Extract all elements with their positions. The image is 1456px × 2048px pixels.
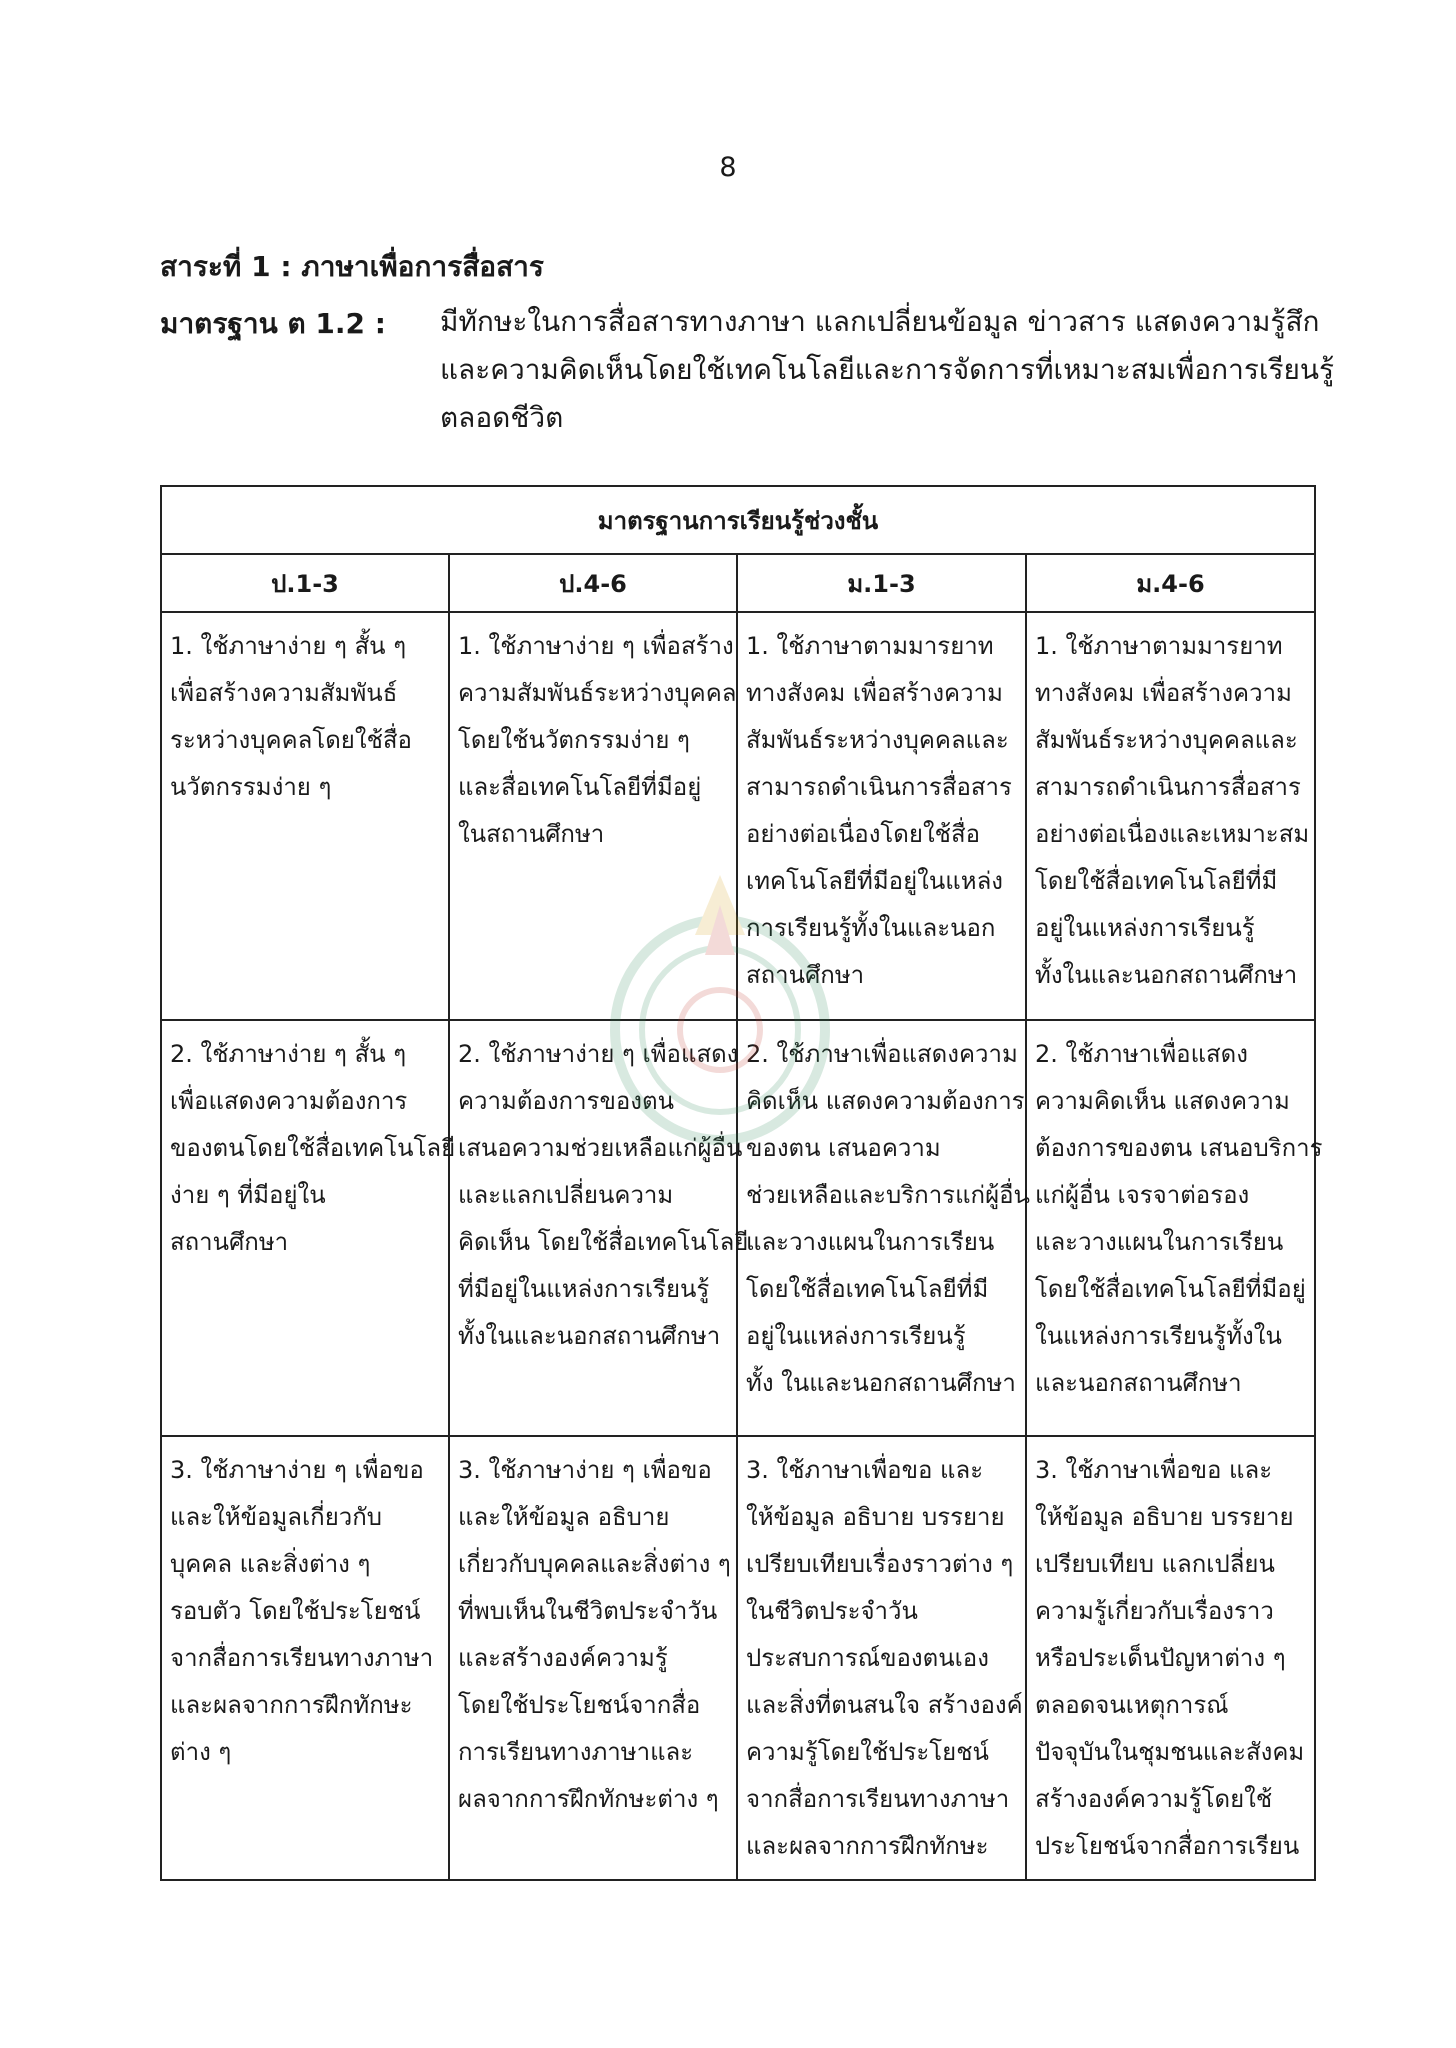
cell-line: สัมพันธ์ระหว่างบุคคลและ: [746, 726, 1009, 754]
strand-heading: สาระที่ 1 : ภาษาเพื่อการสื่อสาร: [160, 250, 544, 283]
table-cell: [737, 1020, 1030, 1436]
cell-line: 2. ใช้ภาษาเพื่อแสดงความ: [746, 1040, 1018, 1068]
cell-line: สถานศึกษา: [170, 1228, 289, 1256]
standard-line: ตลอดชีวิต: [440, 401, 564, 434]
cell-line: ทางสังคม เพื่อสร้างความ: [1035, 679, 1292, 707]
table-row: [161, 1020, 1315, 1436]
cell-line: เพื่อสร้างความสัมพันธ์: [170, 679, 398, 707]
column-header-p1-3: ป.1-3: [161, 554, 449, 612]
cell-line: โดยใช้นวัตกรรมง่าย ๆ: [458, 726, 690, 754]
cell-line: ในสถานศึกษา: [458, 820, 605, 848]
cell-line: 2. ใช้ภาษาเพื่อแสดง: [1035, 1040, 1248, 1068]
cell-line: โดยใช้สื่อเทคโนโลยีที่มี: [746, 1275, 989, 1303]
cell-line: ตลอดจนเหตุการณ์: [1035, 1691, 1229, 1719]
cell-line: จากสื่อการเรียนทางภาษา: [746, 1785, 1010, 1813]
cell-line: และสื่อเทคโนโลยีที่มีอยู่: [458, 773, 702, 801]
cell-line: สามารถดำเนินการสื่อสาร: [746, 773, 1012, 801]
cell-line: ต้องการของตน เสนอบริการ: [1035, 1134, 1323, 1162]
cell-line: การเรียนทางภาษาและ: [458, 1738, 694, 1766]
cell-line: ความสัมพันธ์ระหว่างบุคคล: [458, 679, 737, 707]
column-header-m1-3: ม.1-3: [737, 554, 1026, 612]
cell-line: 1. ใช้ภาษาง่าย ๆ เพื่อสร้าง: [458, 632, 734, 660]
cell-line: ความรู้โดยใช้ประโยชน์: [746, 1738, 989, 1766]
cell-line: ให้ข้อมูล อธิบาย บรรยาย: [1035, 1503, 1294, 1531]
cell-line: หรือประเด็นปัญหาต่าง ๆ: [1035, 1644, 1286, 1672]
cell-line: เพื่อแสดงความต้องการ: [170, 1087, 408, 1115]
cell-line: โดยใช้สื่อเทคโนโลยีที่มี: [1035, 867, 1278, 895]
cell-line: เปรียบเทียบ แลกเปลี่ยน: [1035, 1550, 1275, 1578]
cell-line: และผลจากการฝึกทักษะ: [170, 1691, 413, 1719]
table-cell: [449, 612, 737, 1020]
cell-line: ระหว่างบุคคลโดยใช้สื่อ: [170, 726, 412, 754]
cell-line: สามารถดำเนินการสื่อสาร: [1035, 773, 1301, 801]
table-cell: [737, 1436, 1026, 1880]
standard-line: มีทักษะในการสื่อสารทางภาษา แลกเปลี่ยนข้อมูล ข่าวสาร แสดงความรู้สึก: [440, 305, 1320, 338]
table-cell: [1026, 612, 1315, 1020]
cell-line: ในชีวิตประจำวัน: [746, 1597, 918, 1625]
cell-line: โดยใช้สื่อเทคโนโลยีที่มีอยู่: [1035, 1275, 1306, 1303]
cell-line: ต่าง ๆ: [170, 1738, 232, 1766]
cell-line: และให้ข้อมูล อธิบาย: [458, 1503, 670, 1531]
cell-line: ประสบการณ์ของตนเอง: [746, 1644, 989, 1672]
cell-line: ปัจจุบันในชุมชนและสังคม: [1035, 1738, 1305, 1766]
table-title: มาตรฐานการเรียนรู้ช่วงชั้น: [161, 486, 1315, 554]
cell-line: สร้างองค์ความรู้โดยใช้: [1035, 1785, 1273, 1813]
cell-line: และวางแผนในการเรียน: [1035, 1228, 1284, 1256]
standard-line: และความคิดเห็นโดยใช้เทคโนโลยีและการจัดการที่เหมาะสมเพื่อการเรียนรู้: [440, 353, 1335, 386]
table-row: [161, 1436, 1315, 1880]
cell-line: ทั้งในและนอกสถานศึกษา: [1035, 961, 1298, 989]
cell-line: และสร้างองค์ความรู้: [458, 1644, 668, 1672]
cell-line: และวางแผนในการเรียน: [746, 1228, 995, 1256]
cell-line: 3. ใช้ภาษาง่าย ๆ เพื่อขอ: [170, 1456, 424, 1484]
cell-line: 3. ใช้ภาษาเพื่อขอ และ: [746, 1456, 984, 1484]
cell-line: และผลจากการฝึกทักษะ: [746, 1832, 989, 1860]
cell-line: ของตนโดยใช้สื่อเทคโนโลยี: [170, 1134, 456, 1162]
cell-line: และสิ่งที่ตนสนใจ สร้างองค์: [746, 1691, 1023, 1719]
cell-line: คิดเห็น แสดงความต้องการ: [746, 1087, 1025, 1115]
cell-line: ง่าย ๆ ที่มีอยู่ใน: [170, 1181, 326, 1209]
cell-line: เปรียบเทียบเรื่องราวต่าง ๆ: [746, 1550, 1014, 1578]
table-cell: [1026, 1436, 1315, 1880]
cell-line: ช่วยเหลือและบริการแก่ผู้อื่น: [746, 1181, 1030, 1209]
cell-line: สัมพันธ์ระหว่างบุคคลและ: [1035, 726, 1298, 754]
cell-line: รอบตัว โดยใช้ประโยชน์: [170, 1597, 421, 1625]
cell-line: และให้ข้อมูลเกี่ยวกับ: [170, 1503, 382, 1531]
table-cell: [449, 1436, 737, 1880]
cell-line: ความต้องการของตน: [458, 1087, 674, 1115]
cell-line: อยู่ในแหล่งการเรียนรู้: [1035, 914, 1255, 942]
cell-line: 1. ใช้ภาษาตามมารยาท: [1035, 632, 1283, 660]
standards-table-container: [160, 485, 1323, 1881]
cell-line: 3. ใช้ภาษาง่าย ๆ เพื่อขอ: [458, 1456, 712, 1484]
cell-line: ความรู้เกี่ยวกับเรื่องราว: [1035, 1597, 1274, 1625]
standard-description: [440, 298, 1335, 442]
cell-line: นวัตกรรมง่าย ๆ: [170, 773, 332, 801]
cell-line: ความคิดเห็น แสดงความ: [1035, 1087, 1290, 1115]
table-body: [161, 612, 1323, 1880]
table-cell: [1026, 1020, 1323, 1436]
cell-line: 1. ใช้ภาษาตามมารยาท: [746, 632, 994, 660]
cell-line: ที่มีอยู่ในแหล่งการเรียนรู้: [458, 1275, 710, 1303]
cell-line: ทั้งในและนอกสถานศึกษา: [458, 1322, 721, 1350]
cell-line: การเรียนรู้ทั้งในและนอก: [746, 914, 996, 942]
cell-line: และนอกสถานศึกษา: [1035, 1369, 1242, 1397]
cell-line: เทคโนโลยีที่มีอยู่ในแหล่ง: [746, 867, 1003, 895]
cell-line: ทางสังคม เพื่อสร้างความ: [746, 679, 1003, 707]
cell-line: โดยใช้ประโยชน์จากสื่อ: [458, 1691, 701, 1719]
column-header-p4-6: ป.4-6: [449, 554, 737, 612]
cell-line: ในแหล่งการเรียนรู้ทั้งใน: [1035, 1322, 1282, 1350]
column-header-m4-6: ม.4-6: [1026, 554, 1315, 612]
table-cell: [161, 612, 449, 1020]
cell-line: ประโยชน์จากสื่อการเรียน: [1035, 1832, 1300, 1860]
cell-line: 2. ใช้ภาษาง่าย ๆ สั้น ๆ: [170, 1040, 407, 1068]
cell-line: 3. ใช้ภาษาเพื่อขอ และ: [1035, 1456, 1273, 1484]
cell-line: อย่างต่อเนื่องและเหมาะสม: [1035, 820, 1310, 848]
cell-line: ที่พบเห็นในชีวิตประจำวัน: [458, 1597, 718, 1625]
cell-line: ของตน เสนอความ: [746, 1134, 941, 1162]
standard-label: มาตรฐาน ต 1.2 :: [160, 307, 386, 340]
cell-line: และแลกเปลี่ยนความ: [458, 1181, 674, 1209]
table-cell: [161, 1436, 449, 1880]
cell-line: 2. ใช้ภาษาง่าย ๆ เพื่อแสดง: [458, 1040, 739, 1068]
cell-line: อยู่ในแหล่งการเรียนรู้: [746, 1322, 966, 1350]
cell-line: ทั้ง ในและนอกสถานศึกษา: [746, 1369, 1016, 1397]
cell-line: จากสื่อการเรียนทางภาษา: [170, 1644, 434, 1672]
cell-line: ผลจากการฝึกทักษะต่าง ๆ: [458, 1785, 719, 1813]
page-number: 8: [719, 152, 737, 183]
cell-line: ให้ข้อมูล อธิบาย บรรยาย: [746, 1503, 1005, 1531]
cell-line: 1. ใช้ภาษาง่าย ๆ สั้น ๆ: [170, 632, 407, 660]
cell-line: คิดเห็น โดยใช้สื่อเทคโนโลยี: [458, 1228, 749, 1256]
cell-line: อย่างต่อเนื่องโดยใช้สื่อ: [746, 820, 981, 848]
cell-line: บุคคล และสิ่งต่าง ๆ: [170, 1550, 371, 1578]
cell-line: สถานศึกษา: [746, 961, 865, 989]
standards-table: [160, 485, 1323, 1881]
table-row: [161, 612, 1315, 1020]
table-cell: [161, 1020, 456, 1436]
cell-line: เกี่ยวกับบุคคลและสิ่งต่าง ๆ: [458, 1550, 731, 1578]
cell-line: เสนอความช่วยเหลือแก่ผู้อื่น: [458, 1134, 743, 1162]
cell-line: แก่ผู้อื่น เจรจาต่อรอง: [1035, 1181, 1250, 1209]
table-cell: [449, 1020, 749, 1436]
table-cell: [737, 612, 1026, 1020]
